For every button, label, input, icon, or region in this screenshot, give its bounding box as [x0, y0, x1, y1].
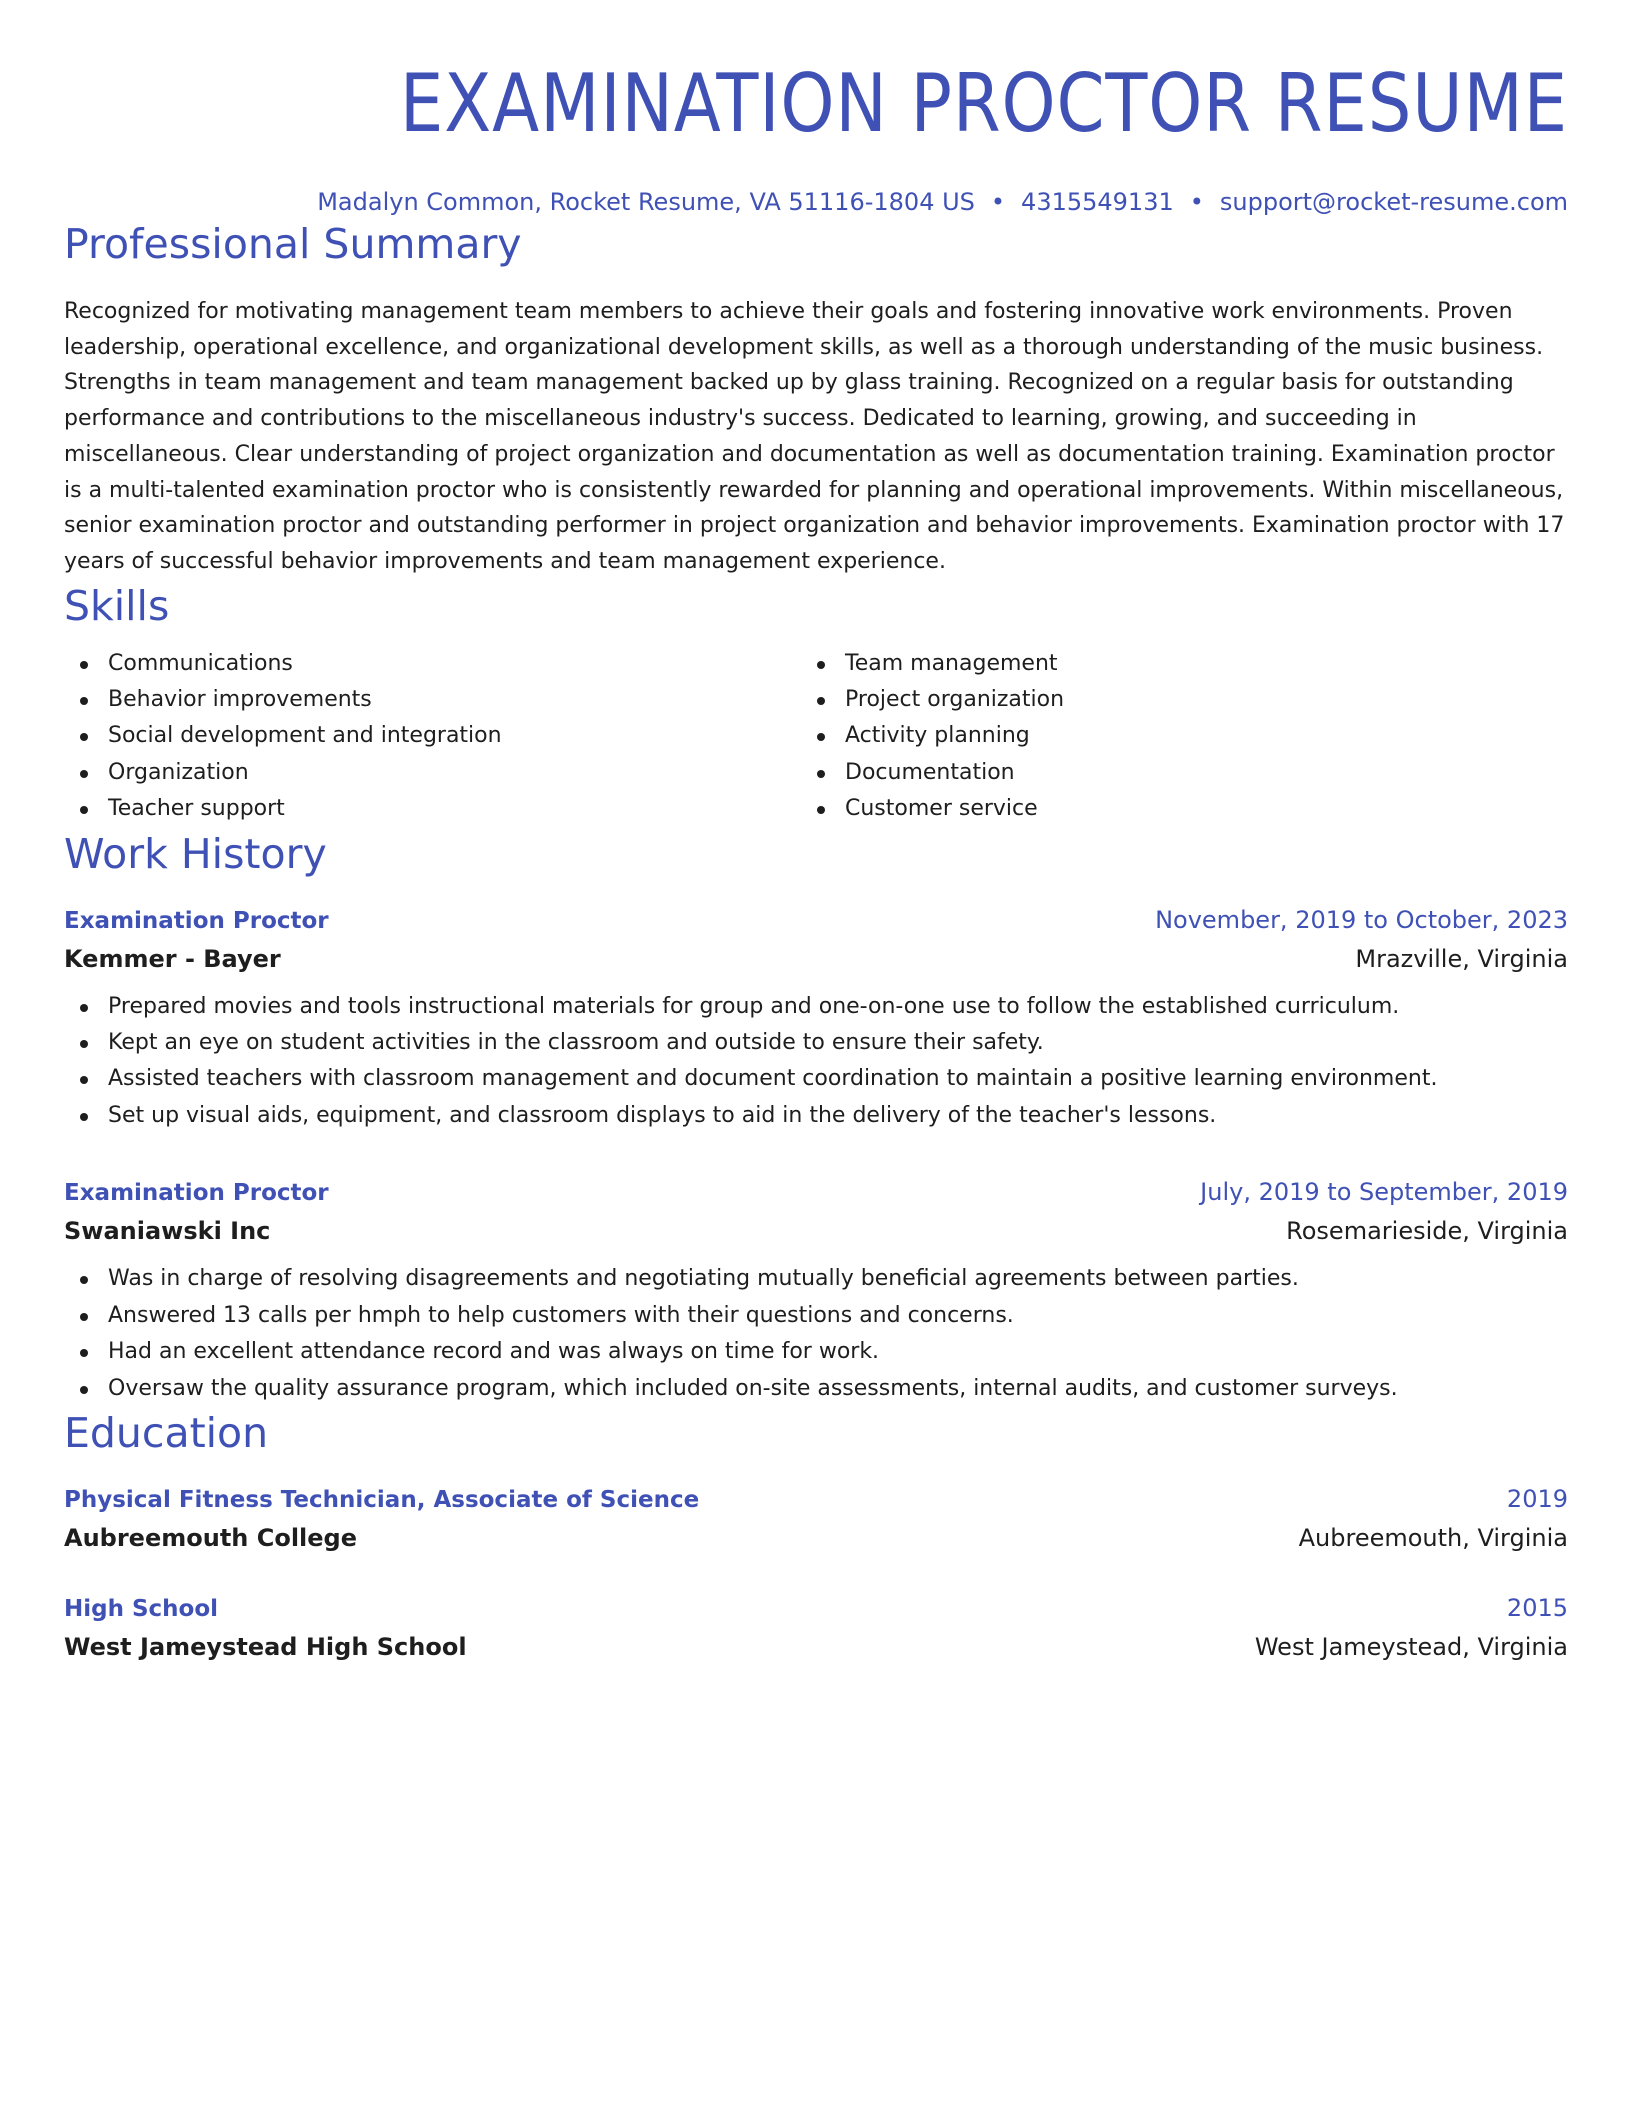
job-dates: July, 2019 to September, 2019	[1200, 1178, 1568, 1207]
job-bullet: Was in charge of resolving disagreements and negotiating mutually beneficial agreements between parties.	[64, 1261, 1568, 1297]
job-bullet: Had an excellent attendance record and was always on time for work.	[64, 1334, 1568, 1370]
skill-item: Project organization	[801, 682, 1538, 718]
education-degree-row	[64, 1481, 1568, 1518]
resume-title: EXAMINATION PROCTOR RESUME	[399, 57, 1568, 150]
education-entry	[64, 1590, 1568, 1667]
skills-heading: Skills	[64, 581, 170, 630]
job-bullet: Kept an eye on student activities in the classroom and outside to ensure their safety.	[64, 1025, 1568, 1061]
job-company-row	[64, 939, 1568, 979]
skill-item: Documentation	[801, 755, 1538, 791]
job-bullet: Answered 13 calls per hmph to help customers with their questions and concerns.	[64, 1298, 1568, 1334]
skill-item: Customer service	[801, 791, 1538, 827]
education-heading: Education	[64, 1408, 269, 1457]
skills-column-left	[64, 646, 801, 828]
education-year: 2015	[1506, 1593, 1568, 1622]
education-school: West Jameystead High School	[64, 1632, 467, 1661]
job-bullet: Oversaw the quality assurance program, which included on-site assessments, internal audits, and customer surveys.	[64, 1371, 1568, 1407]
job-entry	[64, 902, 1568, 1135]
skill-item: Behavior improvements	[64, 682, 801, 718]
education-degree: High School	[64, 1595, 219, 1622]
skill-item: Activity planning	[801, 718, 1538, 754]
contact-phone: 4315549131	[1021, 188, 1174, 216]
job-bullet: Set up visual aids, equipment, and classroom displays to aid in the delivery of the teacher's lessons.	[64, 1098, 1568, 1134]
job-bullets	[64, 989, 1568, 1135]
skill-item: Organization	[64, 755, 801, 791]
contact-email: support@rocket-resume.com	[1219, 188, 1568, 216]
skills-column-right	[801, 646, 1538, 828]
job-bullets	[64, 1261, 1568, 1407]
education-entry	[64, 1481, 1568, 1558]
education-school: Aubreemouth College	[64, 1523, 358, 1552]
education-degree-row	[64, 1590, 1568, 1627]
skill-item: Team management	[801, 646, 1538, 682]
job-entry	[64, 1174, 1568, 1407]
education-location: Aubreemouth, Virginia	[1298, 1523, 1568, 1552]
job-company-row	[64, 1211, 1568, 1251]
job-location: Mrazville, Virginia	[1355, 944, 1568, 973]
skill-item: Communications	[64, 646, 801, 682]
job-role: Examination Proctor	[64, 907, 329, 934]
job-bullet: Prepared movies and tools instructional materials for group and one-on-one use to follow the established curriculum.	[64, 989, 1568, 1025]
job-company: Swaniawski Inc	[64, 1217, 271, 1246]
education-school-row	[64, 1518, 1568, 1558]
job-bullet: Assisted teachers with classroom management and document coordination to maintain a positive learning environment.	[64, 1061, 1568, 1097]
contact-line	[64, 186, 1568, 218]
summary-heading: Professional Summary	[64, 220, 522, 268]
contact-separator: •	[990, 188, 1006, 216]
skill-item: Social development and integration	[64, 718, 801, 754]
job-title-row	[64, 1174, 1568, 1211]
contact-address: Madalyn Common, Rocket Resume, VA 51116-1804 US	[317, 188, 975, 216]
skill-item: Teacher support	[64, 791, 801, 827]
contact-separator: •	[1189, 188, 1204, 216]
education-degree: Physical Fitness Technician, Associate of Science	[64, 1486, 700, 1513]
summary-text: Recognized for motivating management team members to achieve their goals and fostering innovative work environments. Proven leadership, operational excellence, and organizational development skills, as well as a thorough understanding of the music business. Strengths in team management and team management backed up by glass training. Recognized on a regular basis for outstanding performance and contributions to the miscellaneous industry's success. Dedicated to learning, growing, and succeeding in miscellaneous. Clear understanding of project organization and documentation as well as documentation training. Examination proctor is a multi-talented examination proctor who is consistently rewarded for planning and operational improvements. Within miscellaneous, senior examination proctor and outstanding performer in project organization and behavior improvements. Examination proctor with 17 years of successful behavior improvements and team management experience.	[64, 299, 1565, 574]
job-title-row	[64, 902, 1568, 939]
job-role: Examination Proctor	[64, 1180, 329, 1207]
education-school-row	[64, 1627, 1568, 1667]
education-year: 2019	[1506, 1484, 1568, 1513]
education-location: West Jameystead, Virginia	[1254, 1632, 1568, 1661]
skills-list	[64, 646, 1568, 828]
work-history-heading: Work History	[64, 829, 327, 878]
job-location: Rosemarieside, Virginia	[1286, 1217, 1568, 1246]
job-dates: November, 2019 to October, 2023	[1155, 905, 1568, 934]
job-company: Kemmer - Bayer	[64, 944, 281, 973]
